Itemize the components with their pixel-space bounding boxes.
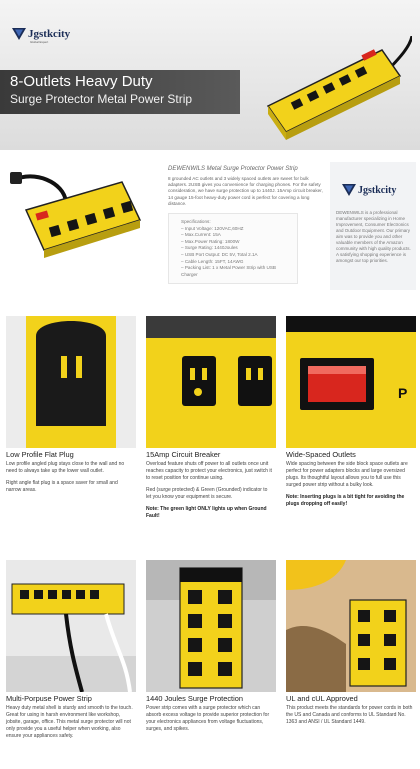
spec-item: – Input Voltage: 120VAC,60HZ [181, 225, 244, 231]
card-brand-name: Jgstkcity [358, 184, 397, 196]
feature-text [146, 461, 274, 525]
product-info [168, 166, 324, 284]
brand-subtitle: Global Expert [30, 40, 49, 44]
hero-subtitle: Surge Protector Metal Power Strip [10, 92, 193, 106]
spec-item: – Packing List: 1 x Metal Power Strip with USB Charger [181, 265, 276, 277]
feature-title: UL and cUL Approved [286, 694, 358, 703]
feature-paragraph: Low profile angled plug stays close to the wall and no need to always take up the lower wall outlet. [6, 461, 125, 474]
hero-banner [0, 0, 420, 150]
spec-item: – Max.Current: 15A [181, 232, 221, 238]
flat-plug-image [6, 316, 136, 448]
feature-text [146, 705, 274, 738]
card-brand-logo [342, 184, 396, 196]
feature-title: Low Profile Flat Plug [6, 450, 74, 459]
feature-paragraph: Wide spacing between the side block space outlets are perfect for power adapters blocks and large oversized plugs. Its thoughtful layout allows you to full use this surged power strip without a bulky look. [286, 461, 408, 488]
multi-purpose-strip-image [6, 560, 136, 692]
brand-logo-icon [12, 28, 26, 40]
wide-spaced-outlets-image [286, 316, 416, 448]
feature-paragraph: Red (surge protected) & Green (Grounded) indicator to let you know your equipment is secure. [146, 487, 268, 500]
brand-description: DEWENWILS is a professional manufacturer specializing in Home Improvement, Consumer Electronics and Outdoor Equipment. Our primary aim was to provide you and other valuable members of the Amazon community with high quality products. A satisfying shopping experience is amongst our top priorities. [336, 210, 411, 263]
feature-text [286, 461, 414, 513]
feature-note: Note: The green light ONLY lights up when Ground Fault! [146, 506, 267, 519]
feature-paragraph: Power strip comes with a surge protector which can absorb excess voltage to provide superior protection for your electronics appliances from voltage fluctuations, surges, and spikes. [146, 705, 270, 732]
feature-text [286, 705, 414, 731]
feature-paragraph: Right angle flat plug is a space saver for small and narrow areas. [6, 480, 118, 493]
hero-title: 8-Outlets Heavy Duty [10, 73, 153, 90]
feature-text [6, 461, 134, 499]
surge-protection-image [146, 560, 276, 692]
brand-name: Jgstkcity [28, 28, 71, 40]
circuit-breaker-image [146, 316, 276, 448]
brand-logo [12, 28, 70, 40]
specifications-box [168, 213, 298, 284]
ul-approved-image [286, 560, 416, 692]
brand-logo-icon [342, 184, 356, 196]
specs-heading: Specifications: [181, 219, 211, 225]
feature-paragraph: Heavy duty metal shell is sturdy and smooth to the touch. Great for using in harsh environment like workshop, jobsite, garage, office. This metal surge protector will not only provide you a useful helper when working, also ensure your appliances safety. [6, 705, 133, 739]
product-description: 8 grounded AC outlets and 3 widely spaced outlets are sweet for bulk adapters. 2USB gives you convenience for charging phones. For the safety consideration, we have surge protection up to 1440J. 15Amp circuit breaker, 14 gauge 15-foot heavy-duty power cord is perfect for covering a long distance. [168, 176, 323, 206]
spec-item: – USB Port Output: DC 5V, Total 2.1A [181, 251, 258, 257]
spec-item: – Cable Length: 15FT, 14AWG [181, 258, 244, 264]
feature-paragraph: Overload feature shuts off power to all outlets once unit reaches capacity to protect your electronics, just switch it to reset position for continue using. [146, 461, 272, 481]
feature-note: Note: Inserting plugs is a bit tight for avoiding the plugs dropping off easily! [286, 494, 405, 507]
feature-title: 15Amp Circuit Breaker [146, 450, 221, 459]
feature-title: Multi-Porpuse Power Strip [6, 694, 92, 703]
feature-title: Wide-Spaced Outlets [286, 450, 356, 459]
svg-text:P: P [398, 385, 408, 401]
spec-item: – Surge Rating: 1440Joules [181, 245, 238, 251]
product-title: DEWENWILS Metal Surge Protector Power Strip [168, 166, 298, 172]
spec-item: – Max.Power Rating: 1800W [181, 238, 240, 244]
feature-paragraph: This product meets the standards for power cords in both the US and Canada and conforms to UL Standard No. 1363 and ANSI / UL Standard 1449. [286, 705, 413, 725]
brand-card [330, 162, 416, 290]
product-with-cord-image [4, 162, 156, 282]
hero-power-strip-image [262, 36, 412, 146]
feature-text [6, 705, 134, 745]
feature-title: 1440 Joules Surge Protection [146, 694, 243, 703]
